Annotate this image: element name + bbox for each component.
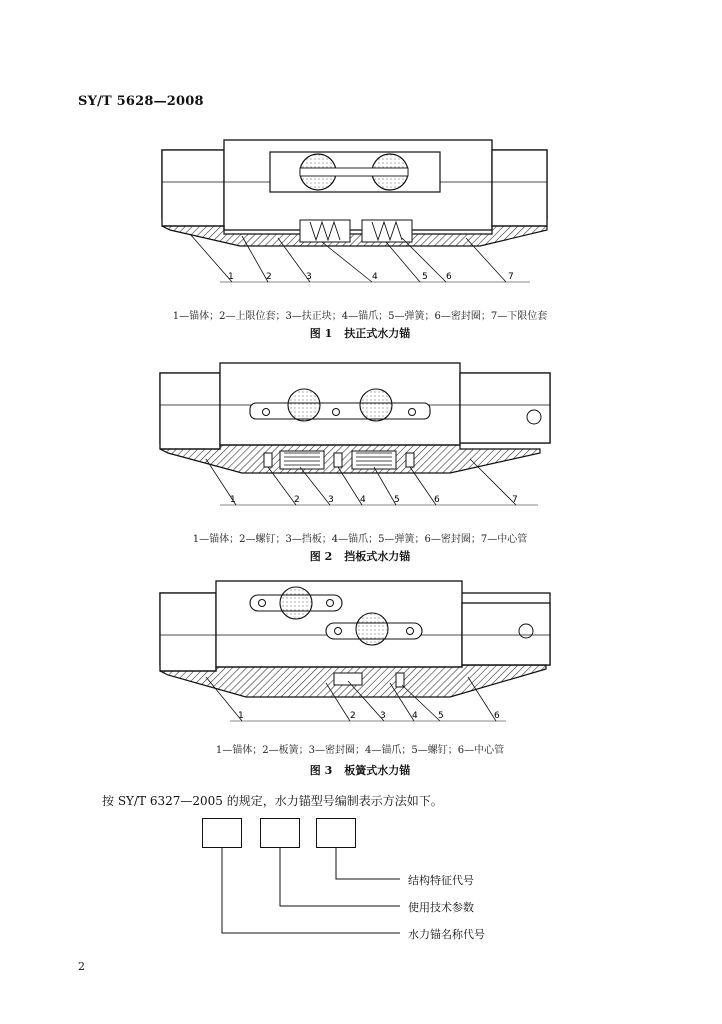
figure-1-part-number: 3 (306, 272, 312, 282)
figure-1-number: 图 1 (309, 327, 333, 340)
figure-2-legend: 1—锚体；2—螺钉；3—挡板；4—锚爪；5—弹簧；6—密封圈；7—中心管 (192, 534, 528, 545)
figure-1-part-number: 2 (266, 272, 272, 282)
figure-2-part-number: 5 (394, 495, 400, 505)
name-code-label: 水力锚名称代号 (408, 928, 485, 941)
parameter-label: 使用技术参数 (408, 901, 474, 914)
figure-1-part-number: 7 (508, 272, 514, 282)
figure-1-legend: 1—锚体；2—上限位套；3—扶正块；4—锚爪；5—弹簧；6—密封圈；7—下限位套 (172, 311, 548, 322)
figure-1-part-number: 6 (446, 272, 452, 282)
structure-code-label: 结构特征代号 (408, 874, 474, 887)
figure-3-part-number: 2 (350, 711, 356, 721)
figure-3-title: 板簧式水力锚 (344, 764, 411, 777)
figure-2-part-number: 2 (294, 495, 300, 505)
page-number: 2 (78, 960, 85, 973)
figure-3-legend: 1—锚体；2—板簧；3—密封圈；4—锚爪；5—螺钉；6—中心管 (215, 745, 505, 756)
figure-3-part-number: 6 (494, 711, 500, 721)
standard-id: SY/T 5628—2008 (78, 94, 204, 109)
figure-2-part-number: 3 (328, 495, 334, 505)
model-code-intro: 按 SY/T 6327—2005 的规定，水力锚型号编制表示方法如下。 (102, 794, 443, 808)
figure-2-part-number: 7 (512, 495, 518, 505)
figure-3-part-number: 3 (380, 711, 386, 721)
figure-1-part-number: 5 (422, 272, 428, 282)
figure-3-part-number: 5 (438, 711, 444, 721)
figure-1-part-number: 4 (372, 272, 378, 282)
figure-2-number: 图 2 (309, 550, 333, 563)
figure-2-part-number: 1 (230, 495, 236, 505)
figure-2-part-number: 6 (434, 495, 440, 505)
figure-1-part-number: 1 (228, 272, 234, 282)
figure-3-number: 图 3 (309, 764, 333, 777)
figure-3-part-number: 1 (238, 711, 244, 721)
figure-2-part-number: 4 (360, 495, 366, 505)
figure-3-part-number: 4 (412, 711, 418, 721)
figure-2-title: 挡板式水力锚 (344, 550, 411, 563)
figure-1-title: 扶正式水力锚 (344, 327, 411, 340)
